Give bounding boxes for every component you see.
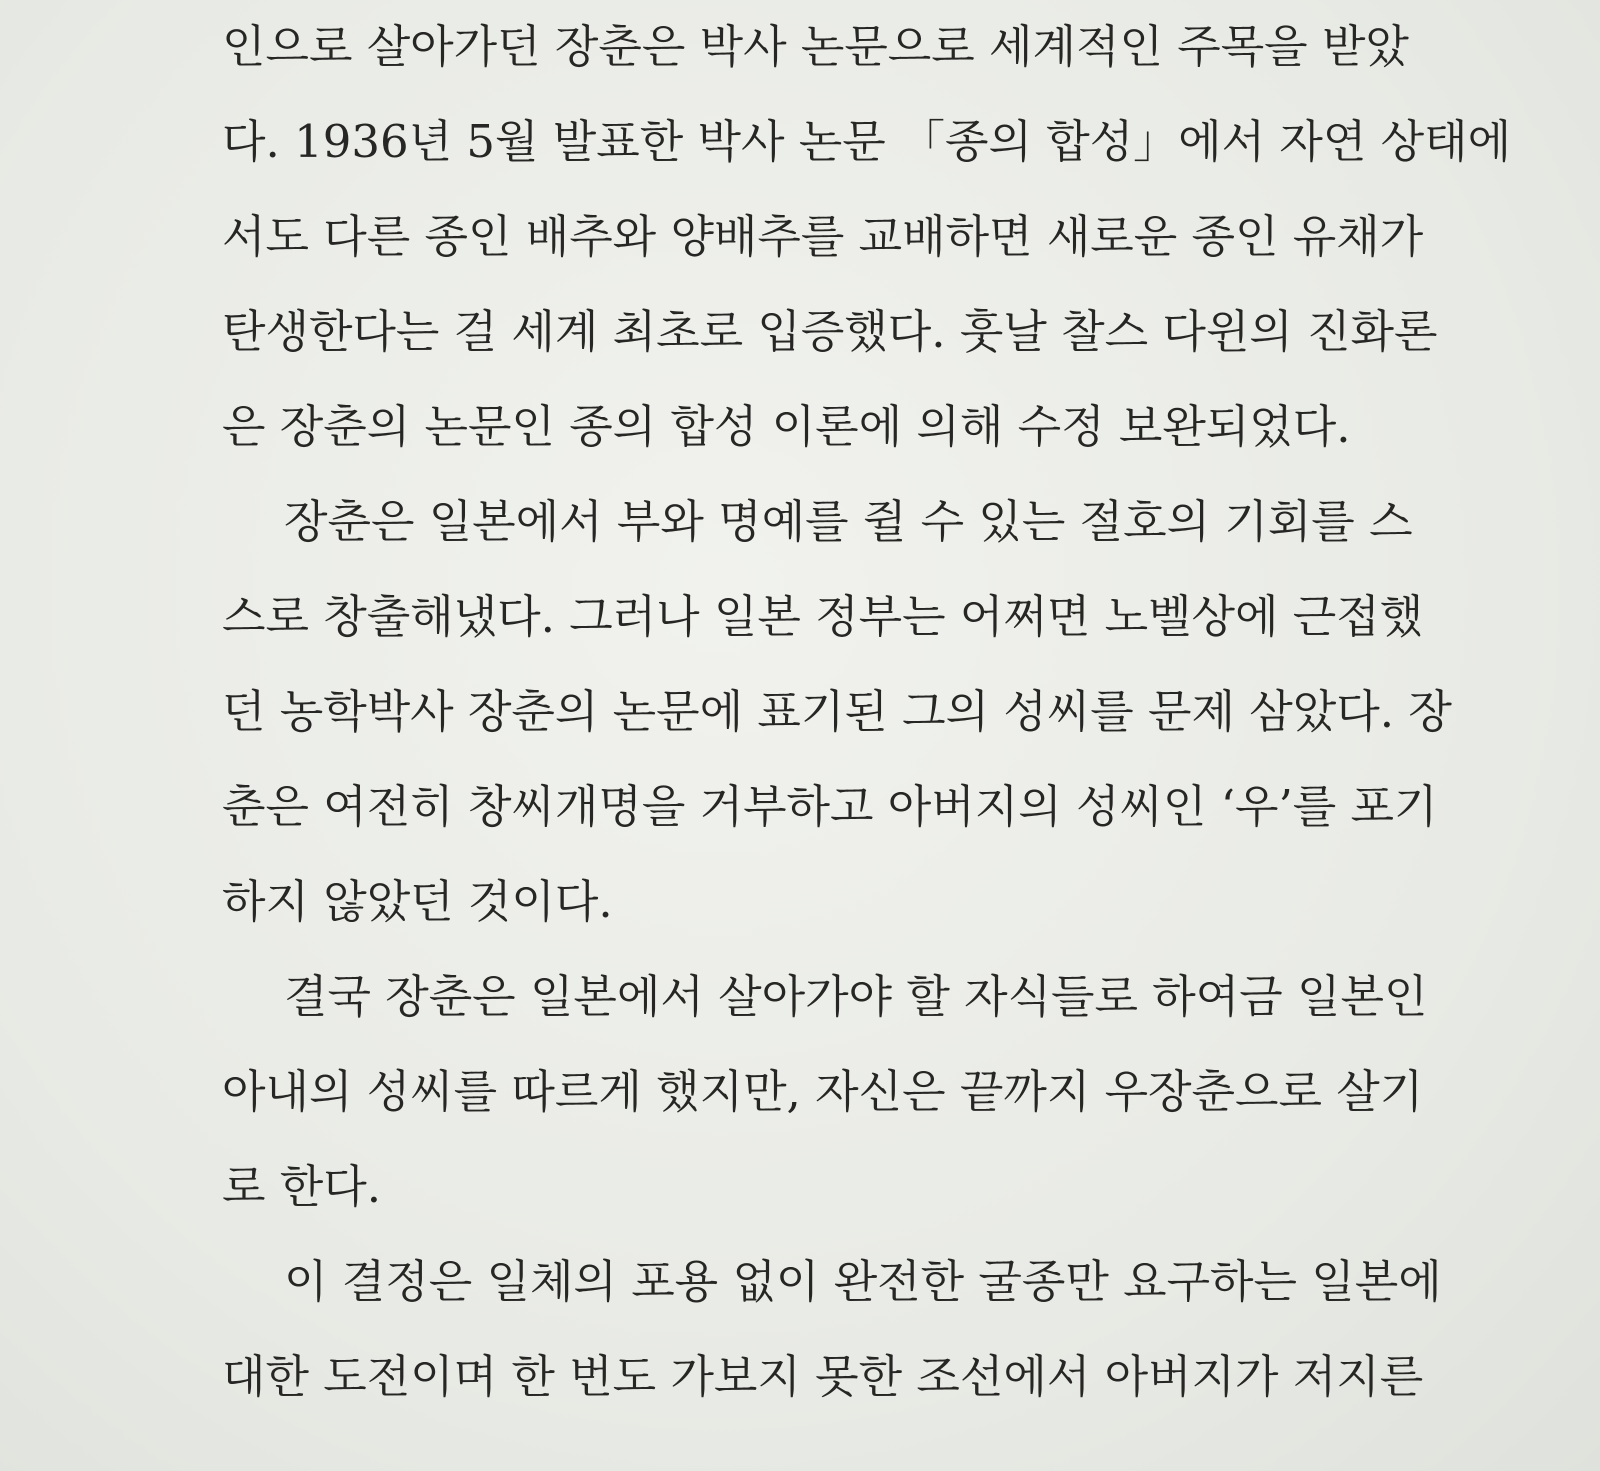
text-line-10: 하지 않았던 것이다. [222,875,613,928]
text-line-5: 은 장춘의 논문인 종의 합성 이론에 의해 수정 보완되었다. [222,400,1351,453]
text-line-7: 스로 창출해냈다. 그러나 일본 정부는 어쩌면 노벨상에 근접했 [222,590,1424,643]
text-line-3: 서도 다른 종인 배추와 양배추를 교배하면 새로운 종인 유채가 [222,210,1424,263]
text-line-8: 던 농학박사 장춘의 논문에 표기된 그의 성씨를 문제 삼았다. 장 [222,685,1452,738]
text-line-1: 인으로 살아가던 장춘은 박사 논문으로 세계적인 주목을 받았 [222,20,1409,73]
text-line-4: 탄생한다는 걸 세계 최초로 입증했다. 훗날 찰스 다윈의 진화론 [222,305,1438,358]
text-line-13: 로 한다. [222,1160,382,1213]
text-line-9: 춘은 여전히 창씨개명을 거부하고 아버지의 성씨인 ‘우’를 포기 [222,780,1438,833]
text-line-15: 대한 도전이며 한 번도 가보지 못한 조선에서 아버지가 저지른 [222,1350,1424,1403]
text-line-14: 이 결정은 일체의 포용 없이 완전한 굴종만 요구하는 일본에 [284,1255,1442,1308]
text-line-11: 결국 장춘은 일본에서 살아가야 할 자식들로 하여금 일본인 [284,970,1428,1023]
text-line-6: 장춘은 일본에서 부와 명예를 쥘 수 있는 절호의 기회를 스 [284,495,1413,548]
text-line-2: 다. 1936년 5월 발표한 박사 논문 「종의 합성」에서 자연 상태에 [222,115,1512,168]
text-line-12: 아내의 성씨를 따르게 했지만, 자신은 끝까지 우장춘으로 살기 [222,1065,1424,1118]
